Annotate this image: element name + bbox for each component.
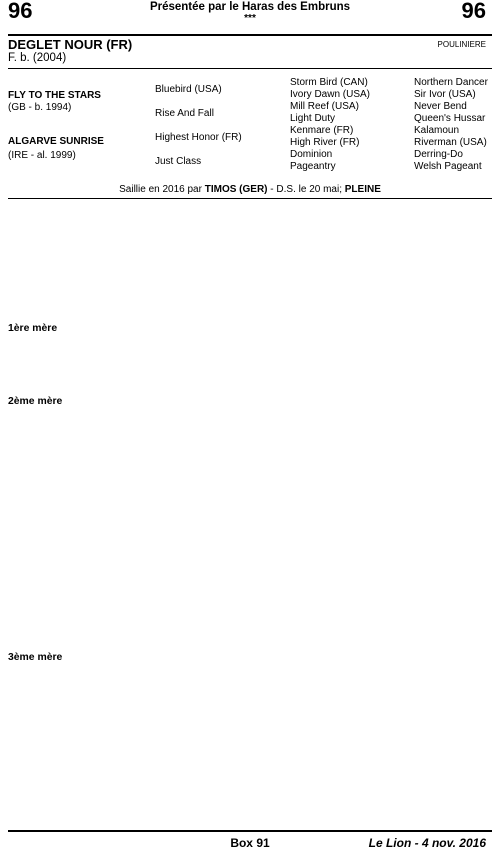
divider [8, 198, 492, 199]
pedigree-g2: Bluebird (USA) [155, 84, 222, 95]
lot-number-right: 96 [461, 0, 486, 23]
sire-info: (GB - b. 1994) [8, 102, 72, 113]
box-number: Box 91 [230, 836, 270, 850]
divider [8, 830, 492, 832]
pedigree-g4: Derring-Do [414, 149, 463, 160]
lot-number-left: 96 [8, 0, 33, 23]
pedigree-g2: Rise And Fall [155, 108, 214, 119]
pedigree-g4: Queen's Hussar [414, 113, 486, 124]
divider [8, 34, 492, 36]
pedigree-g4: Never Bend [414, 101, 467, 112]
horse-category: POULINIERE [437, 40, 486, 49]
divider [8, 68, 492, 69]
pedigree-g4: Northern Dancer [414, 77, 488, 88]
dam-name: ALGARVE SUNRISE [8, 136, 104, 147]
pedigree-g4: Sir Ivor (USA) [414, 89, 476, 100]
pedigree-g3: Storm Bird (CAN) [290, 77, 368, 88]
horse-sex-year: F. b. (2004) [8, 52, 67, 64]
first-dam-heading: 1ère mère [8, 323, 58, 334]
pedigree-g3: Pageantry [290, 161, 336, 172]
pedigree-g2: Highest Honor (FR) [155, 132, 242, 143]
consignor: Présentée par le Haras des Embruns [149, 1, 351, 13]
stars: *** [244, 13, 256, 24]
pedigree-g4: Kalamoun [414, 125, 460, 136]
publication: Le Lion - 4 nov. 2016 [368, 836, 486, 850]
sire-name: FLY TO THE STARS [8, 90, 101, 101]
pedigree-g4: Welsh Pageant [414, 161, 482, 172]
horse-name: DEGLET NOUR (FR) [8, 37, 133, 52]
pedigree-g3: High River (FR) [290, 137, 360, 148]
stud-note: Saillie en 2016 par TIMOS (GER) - D.S. le 20 mai; PLEINE [119, 184, 381, 195]
pedigree-g3: Ivory Dawn (USA) [290, 89, 371, 100]
pedigree-g3: Kenmare (FR) [290, 125, 354, 136]
third-dam-heading: 3ème mère [8, 652, 63, 663]
pedigree-g3: Light Duty [290, 113, 336, 124]
pedigree-g3: Dominion [290, 149, 333, 160]
second-dam-heading: 2ème mère [8, 396, 63, 407]
pedigree-g4: Riverman (USA) [414, 137, 487, 148]
pedigree-g3: Mill Reef (USA) [290, 101, 359, 112]
dam-info: (IRE - al. 1999) [8, 150, 76, 161]
pedigree-g2: Just Class [155, 156, 202, 167]
